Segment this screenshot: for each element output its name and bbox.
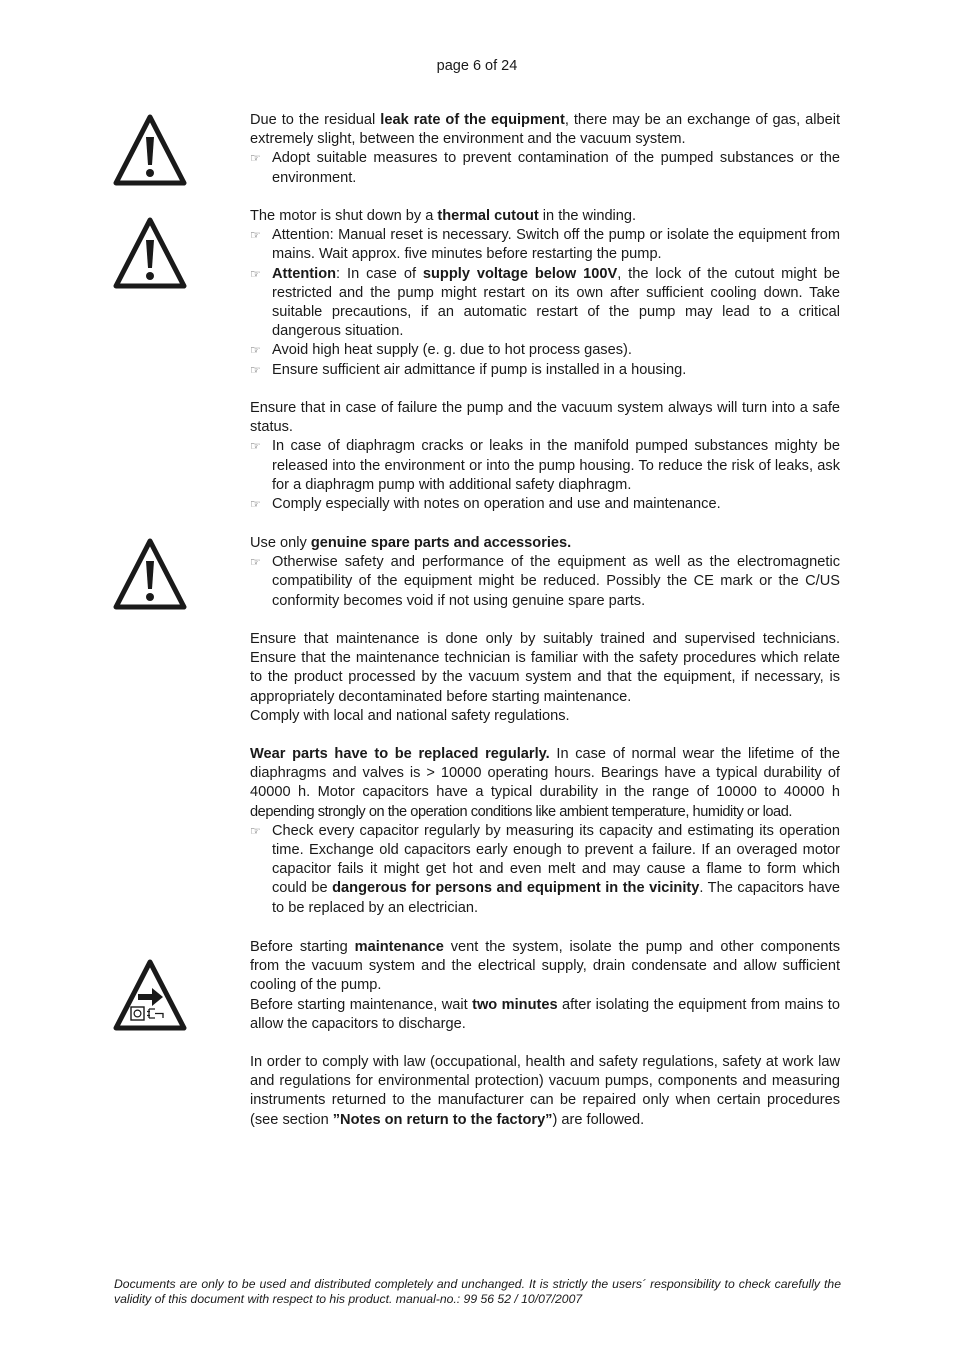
paragraph: Before starting maintenance, wait two minutes after isolating the equipment from mains to allow the capacitors to discharge. (250, 996, 840, 1032)
paragraph: Use only genuine spare parts and accessories. (250, 535, 572, 551)
warning-triangle-icon (112, 113, 188, 187)
pointing-hand-icon: ☞ (250, 362, 261, 377)
list-item: ☞ Comply especially with notes on operation and use and maintenance. (250, 495, 840, 514)
pointing-hand-icon: ☞ (250, 823, 261, 838)
disconnect-mains-icon (112, 958, 188, 1032)
section-before-maintenance (250, 938, 840, 1034)
list-item: ☞ Check every capacitor regularly by measuring its capacity and estimating its operation time. Exchange old capacitors early enough to prevent a failure. If an overaged motor capacitor fails it might get hot and even melt and may cause a flame to form which could be dangerous for persons and equipment in the vicinity. The capacitors have to be replaced by an electrician. (250, 822, 841, 916)
paragraph: Ensure that maintenance is done only by suitably trained and supervised technicians. Ensure that the maintenance technician is familiar with the safety procedures which relate to the product processed by the vacuum system and that the equipment, if necessary, is appropriately decontaminated before starting maintenance. (250, 631, 840, 705)
list-item: ☞ In case of diaphragm cracks or leaks in the manifold pumped substances mighty be released into the environment or into the pump housing. To reduce the risk of leaks, ask for a diaphragm pump with additional safety diaphragm. (250, 438, 840, 493)
pointing-hand-icon: ☞ (250, 497, 261, 512)
section-spare-parts (250, 534, 840, 611)
section-return-procedure (250, 1053, 840, 1130)
warning-triangle-icon (112, 537, 188, 611)
pointing-hand-icon: ☞ (250, 228, 261, 243)
paragraph: The motor is shut down by a thermal cutout in the winding. (250, 208, 637, 224)
pointing-hand-icon: ☞ (250, 343, 261, 358)
paragraph: Due to the residual leak rate of the equipment, there may be an exchange of gas, albeit extremely slight, between the environment and the vacuum system. (250, 112, 840, 148)
section-wear-parts (250, 745, 840, 918)
section-failure-safe (250, 399, 840, 514)
section-leak-rate (250, 111, 840, 188)
list-item: ☞ Ensure sufficient air admittance if pump is installed in a housing. (250, 361, 840, 380)
pointing-hand-icon: ☞ (250, 266, 261, 281)
list-item: ☞ Attention: Manual reset is necessary. Switch off the pump or isolate the equipment from mains. Wait approx. five minutes before restarting the pump. (250, 227, 840, 263)
paragraph: Ensure that in case of failure the pump and the vacuum system always will turn into a safe status. (250, 400, 840, 436)
paragraph: Before starting maintenance vent the system, isolate the pump and other components from the vacuum system and the electrical supply, drain condensate and allow sufficient cooling of the pump. (250, 939, 841, 994)
list-item: ☞ Otherwise safety and performance of the equipment as well as the electromagnetic compatibility of the equipment might be reduced. Possibly the CE mark or the C/US conformity becomes void if not using genuine spare parts. (250, 554, 840, 609)
section-thermal-cutout (250, 207, 840, 380)
paragraph: In order to comply with law (occupational, health and safety regulations, safety at work law and regulations for environmental protection) vacuum pumps, components and measuring instruments returned to the manufacturer can be repaired only when certain procedures (see section ”Notes on return to the factory”) are followed. (250, 1054, 840, 1128)
pointing-hand-icon: ☞ (250, 439, 261, 454)
list-item: ☞ Adopt suitable measures to prevent contamination of the pumped substances or the environment. (250, 150, 840, 186)
list-item: ☞ Avoid high heat supply (e. g. due to hot process gases). (250, 341, 840, 360)
footer-note: Documents are only to be used and distributed completely and unchanged. It is strictly the users´ responsibility to check carefully the validity of this document with respect to his product. manual-no.: 99 56 52 / 10/07/2007 (114, 1277, 841, 1307)
page-number: page 6 of 24 (436, 58, 518, 74)
paragraph: Comply with local and national safety regulations. (250, 707, 570, 724)
pointing-hand-icon: ☞ (250, 555, 261, 570)
pointing-hand-icon: ☞ (250, 151, 261, 166)
section-maintenance-staff (250, 630, 840, 726)
paragraph: Wear parts have to be replaced regularly. In case of normal wear the lifetime of the diaphragms and valves is > 10000 operating hours. Bearings have a typical durability of 40000 h. Motor capacitors have a typical durability in the range of 10000 to 40000 h depending strongly on the operation conditions like ambient temperature, humidity or load. (250, 746, 841, 820)
warning-triangle-icon (112, 216, 188, 290)
list-item: ☞ Attention: In case of supply voltage below 100V, the lock of the cutout might be restricted and the pump might restart on its own after sufficient cooling down. Take suitable precautions, if an automatic restart of the pump may lead to a critical dangerous situation. (250, 265, 840, 340)
